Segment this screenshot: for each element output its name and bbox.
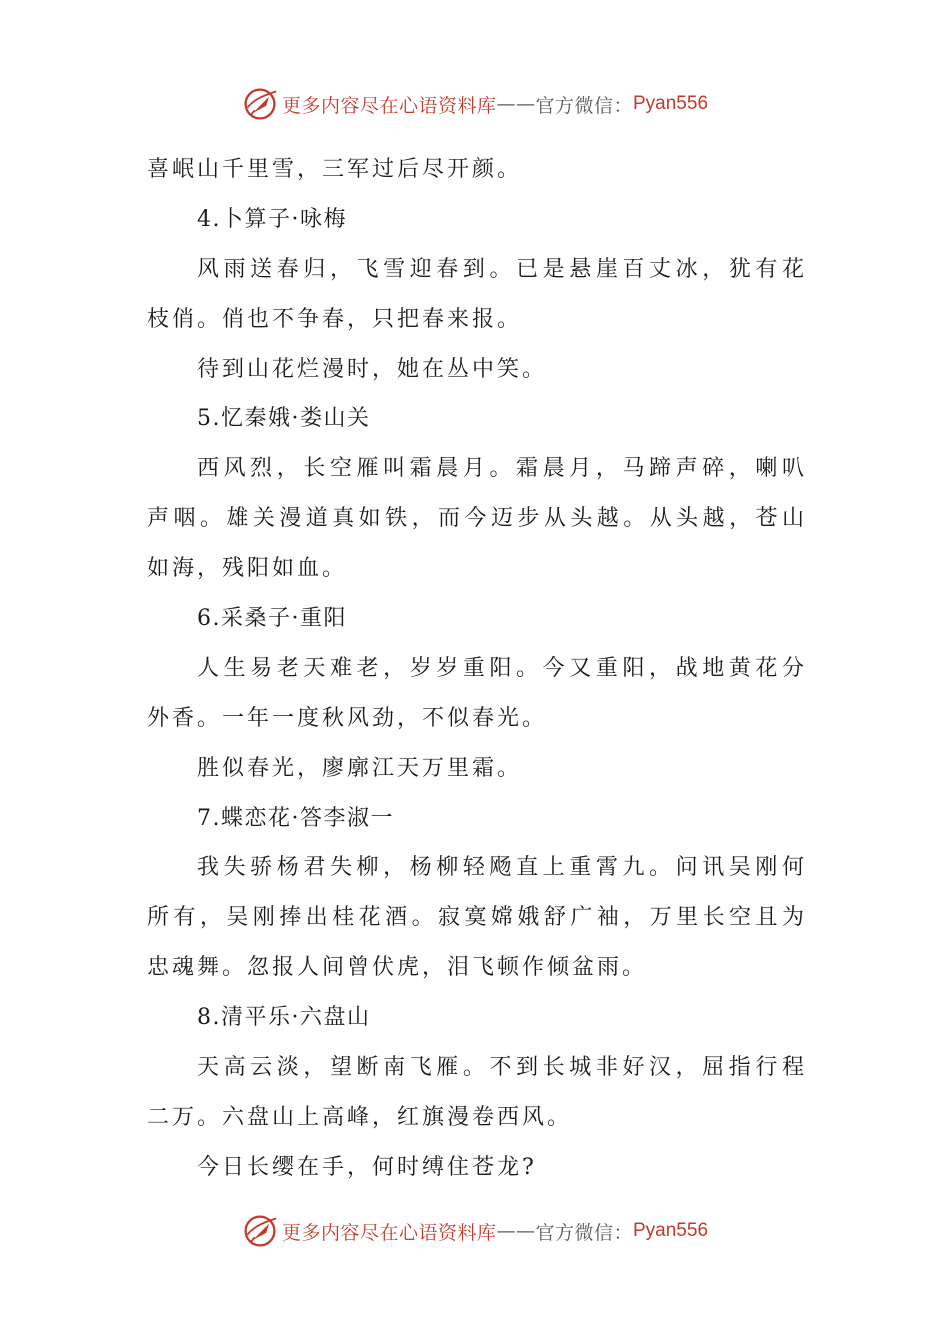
text-line: 风雨送春归，飞雪迎春到。已是悬崖百丈冰，犹有花 [197,256,807,282]
text-line: 天高云淡，望断南飞雁。不到长城非好汉，屈指行程 [197,1055,807,1081]
text-line: 待到山花烂漫时，她在丛中笑。 [197,356,548,382]
banner-label: 官方微信： [535,1221,633,1244]
banner-account: Pyan556 [633,1220,709,1241]
quill-logo-icon [242,1213,278,1249]
text-line: 枝俏。俏也不争春，只把春来报。 [147,306,523,332]
text-line: 西风烈，长空雁叫霜晨月。霜晨月，马蹄声碎，喇叭 [197,456,807,482]
section-heading: 5.忆秦娥·娄山关 [197,406,371,432]
header-banner [0,84,950,124]
banner-account: Pyan556 [633,93,709,114]
section-heading: 8.清平乐·六盘山 [197,1005,371,1031]
text-line: 二万。六盘山上高峰，红旗漫卷西风。 [147,1104,573,1130]
footer-banner [0,1211,950,1251]
banner-dash: —— [496,1220,536,1242]
quill-logo-icon [242,86,278,122]
text-line: 喜岷山千里雪，三军过后尽开颜。 [147,157,523,182]
text-line: 如海，残阳如血。 [147,556,348,582]
text-line: 忠魂舞。忽报人间曾伏虎，泪飞顿作倾盆雨。 [147,955,648,981]
section-heading: 4.卜算子·咏梅 [197,206,347,232]
banner-dash: —— [496,93,536,115]
banner-prefix: 更多内容尽在心语资料库 [281,94,497,117]
banner-label: 官方微信： [535,94,633,117]
section-heading: 6.采桑子·重阳 [197,606,347,632]
section-heading: 7.蝶恋花·答李淑一 [197,805,394,831]
text-line: 人生易老天难老，岁岁重阳。今又重阳，战地黄花分 [197,655,807,681]
text-line: 胜似春光，廖廓江天万里霜。 [197,755,523,781]
document-body [147,145,807,1193]
text-line: 外香。一年一度秋风劲，不似春光。 [147,705,548,731]
text-line: 声咽。雄关漫道真如铁，而今迈步从头越。从头越，苍山 [147,506,807,532]
text-line: 我失骄杨君失柳，杨柳轻飏直上重霄九。问讯吴刚何 [197,855,807,881]
text-line: 所有，吴刚捧出桂花酒。寂寞嫦娥舒广袖，万里长空且为 [147,905,807,931]
banner-prefix: 更多内容尽在心语资料库 [281,1221,497,1244]
text-line: 今日长缨在手，何时缚住苍龙? [197,1154,537,1180]
